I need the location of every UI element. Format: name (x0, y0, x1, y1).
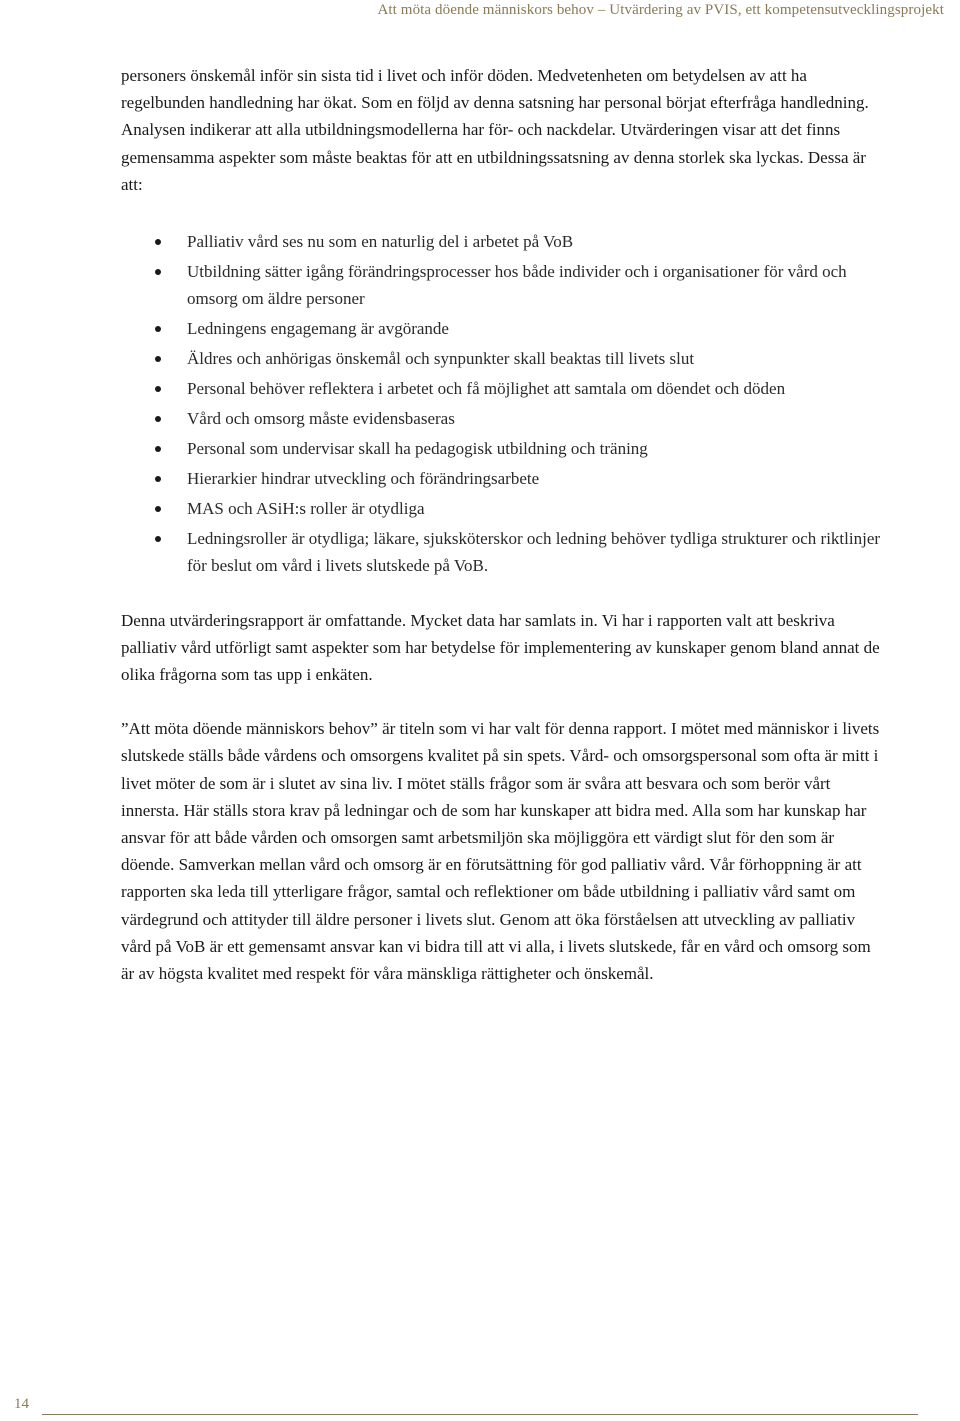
bullet-icon (155, 326, 161, 332)
list-item-text: Vård och omsorg måste evidensbaseras (187, 409, 455, 429)
intro-paragraph: personers önskemål inför sin sista tid i livet och inför döden. Medvetenheten om betydelsen av att ha regelbunden handledning har ökat. Som en följd av denna satsning har personal börjat efterfråga handledning. Analysen indikerar att alla utbildningsmodellerna har för- och nackdelar. Utvärderingen visar att det finns gemensamma aspekter som måste beaktas för att en utbildningssatsning av denna storlek ska lyckas. Dessa är att: (121, 66, 869, 194)
bullet-icon (155, 416, 161, 422)
list-item (121, 228, 887, 255)
footer-divider (42, 1414, 918, 1415)
list-item (121, 465, 887, 492)
report-title-paragraph: ”Att möta döende människors behov” är titeln som vi har valt för denna rapport. I mötet med människor i livets slutskede ställs både vårdens och omsorgens kvalitet på sin spets. Vård- och omsorgspersonal som ofta är mitt i livet möter de som är i slutet av sina liv. I mötet ställs frågor som är svåra att besvara och som berör vårt innersta. Här ställs stora krav på ledningar och de som har kunskaper att bidra med. Alla som har kunskap har ansvar för att både vården och omsorgen samt arbetsmiljön ska möjliggöra ett värdigt slut för den som är döende. Samverkan mellan vård och omsorg är en förutsättning för god palliativ vård. Vår förhoppning är att rapporten ska leda till ytterligare frågor, samtal och reflektioner om både utbildning i palliativ vård samt om värdegrund och attityder till äldre personer i livets slut. Genom att öka förståelsen att utveckling av palliativ vård på VoB är ett gemensamt ansvar kan vi bidra till att vi alla, i livets slutskede, får en vård och omsorg som är av högsta kvalitet med respekt för våra mänskliga rättigheter och önskemål. (121, 719, 880, 984)
running-header: Att möta döende människors behov – Utvärdering av PVIS, ett kompetensutvecklingsprojekt (377, 2, 944, 18)
list-item (121, 375, 887, 402)
bullet-icon (155, 506, 161, 512)
bullet-list (121, 228, 887, 580)
list-item-text: Ledningens engagemang är avgörande (187, 319, 449, 339)
bullet-icon (155, 446, 161, 452)
list-item-text: Hierarkier hindrar utveckling och förändringsarbete (187, 469, 540, 489)
bullet-icon (155, 356, 161, 362)
list-item (121, 495, 887, 522)
list-item (121, 258, 887, 312)
list-item-text: Utbildning sätter igång förändringsprocesser hos både individer och i organisationer för vård och omsorg om äldre personer (187, 262, 847, 309)
list-item-text: MAS och ASiH:s roller är otydliga (187, 499, 425, 519)
bullet-icon (155, 536, 161, 542)
report-scope-paragraph: Denna utvärderingsrapport är omfattande. Mycket data har samlats in. Vi har i rapporten valt att beskriva palliativ vård utförligt samt aspekter som har betydelse för implementering av kunskaper genom bland annat de olika frågorna som tas upp i enkäten. (121, 610, 880, 685)
bullet-icon (155, 476, 161, 482)
list-item (121, 315, 887, 342)
page-body (121, 62, 887, 987)
list-item-text: Personal som undervisar skall ha pedagogisk utbildning och träning (187, 439, 648, 459)
list-item-text: Ledningsroller är otydliga; läkare, sjuksköterskor och ledning behöver tydliga strukturer och riktlinjer för beslut om vård i livets slutskede på VoB. (187, 529, 881, 576)
list-item (121, 405, 887, 432)
bullet-icon (155, 269, 161, 275)
list-item (121, 345, 887, 372)
list-item-text: Äldres och anhörigas önskemål och synpunkter skall beaktas till livets slut (187, 349, 695, 369)
list-item (121, 525, 887, 579)
bullet-icon (155, 239, 161, 245)
list-item-text: Palliativ vård ses nu som en naturlig del i arbetet på VoB (187, 232, 574, 252)
bullet-icon (155, 386, 161, 392)
list-item-text: Personal behöver reflektera i arbetet och få möjlighet att samtala om döendet och döden (187, 379, 786, 399)
list-item (121, 435, 887, 462)
page-number: 14 (14, 1396, 29, 1412)
